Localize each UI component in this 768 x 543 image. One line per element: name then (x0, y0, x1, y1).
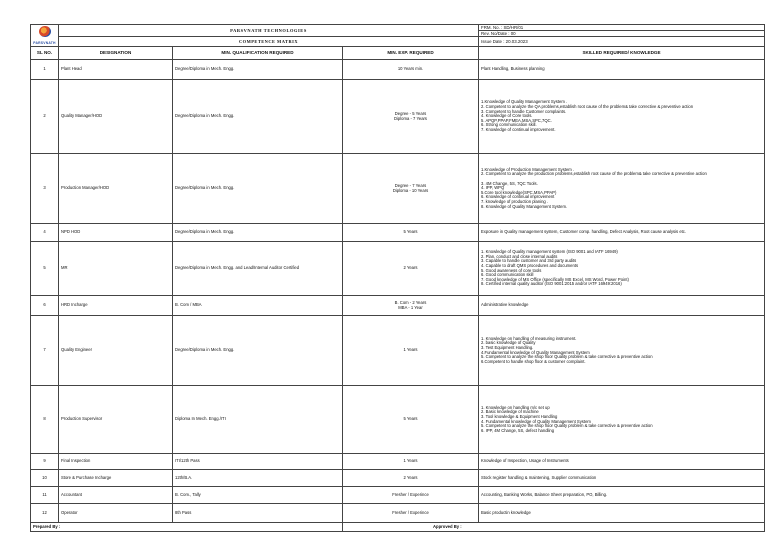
row-sl-no: 10 (31, 470, 59, 487)
skill-line: 1. Knowledge on handling of measuring instrument. (481, 335, 577, 341)
skill-line: 5. Competent to analyze the shop floor Quality problem & take corrective & preventive action (481, 354, 653, 360)
skill-line: 1.Knowledge of Quality Management System . (481, 99, 568, 105)
company-name: PARSVNATH TECHNOLOGIES (59, 25, 479, 37)
row-designation: Accountant (59, 487, 173, 504)
skill-line: 6. IPP, 4M Change, 5S, defect handling (481, 427, 555, 433)
row-experience (343, 470, 479, 487)
skill-line: 6.Competent to handle shop floor & customer complaint. (481, 358, 586, 364)
skill-line: 5. APQP,PPAP,FMEA,MSA,SPC,7QC. (481, 117, 552, 123)
doc-issue-date: Issue Date : 20.03.2023 (479, 37, 765, 47)
skill-line: 8. Certified internal quality auditor (ISO 9001:2015 and/or IATF 16949:2016) (481, 281, 622, 287)
skill-line: 2. basic knowledge of Quality (481, 340, 536, 346)
row-qualification: B. Com / MBA (173, 296, 343, 316)
skill-line: 1. Knowledge of Quality management system (ISO 9001 and IATF 16949) (481, 249, 618, 255)
experience-line: Fresher / Experince (392, 509, 429, 515)
logo-text: PARSVNATH (33, 40, 56, 45)
skill-line: Exposure in Quality management system, Customer comp. handling, Defect Analysis, Root cause analysis etc. (481, 229, 687, 235)
experience-line: Degree - 7 Years (394, 182, 427, 188)
skill-line: 7. Good knowledge of MS Office (specifically MS Excel, MS Word, Power Point) (481, 276, 629, 282)
skill-line: 2. Competent to analyze the production problems,establish root cause of the problem& take corrective & preventive action (481, 171, 707, 177)
experience-line: 2 Years (403, 474, 418, 480)
row-qualification: Diploma In Mech. Engg./ITI (173, 386, 343, 454)
table-row (31, 296, 765, 316)
experience-line: 5 Years (403, 229, 418, 235)
skill-line: 7. Knowledge of continual improvement. (481, 126, 556, 132)
experience-line: Diploma - 7 Years (393, 115, 428, 121)
row-sl-no: 12 (31, 504, 59, 523)
table-row (31, 154, 765, 224)
row-experience (343, 316, 479, 386)
row-experience (343, 154, 479, 224)
experience-line: 10 Years min. (397, 66, 424, 72)
skill-line: 2. Plan, conduct and close internal audits (481, 253, 558, 259)
table-body (31, 60, 765, 523)
company-logo (31, 25, 59, 47)
doc-form-number: FRM. No. : SD/HR/01 (479, 25, 765, 31)
skill-line: 4.Fundamental knowledge of Quality Management System (481, 349, 590, 355)
logo-swirl-icon (33, 26, 57, 40)
row-experience (343, 296, 479, 316)
row-designation: Production Supervisor (59, 386, 173, 454)
experience-line: 1 Years (403, 458, 418, 464)
competence-matrix-table (30, 24, 765, 532)
row-sl-no: 2 (31, 80, 59, 154)
experience-line: 1 Years (403, 347, 418, 353)
experience-line: MBA - 1 Year (398, 304, 423, 310)
skill-line: Plant Handling, Business planning (481, 66, 545, 72)
experience-line: Diploma - 10 Years (392, 187, 429, 193)
row-sl-no: 7 (31, 316, 59, 386)
row-skills (479, 60, 765, 80)
row-designation: MR (59, 242, 173, 296)
column-header-qualification: MIN. QUALIFICATION REQUIRED (173, 47, 343, 60)
experience-line: B. Com - 2 Years (394, 299, 427, 305)
table-row (31, 454, 765, 470)
experience-line: 2 Years (403, 265, 418, 271)
row-experience (343, 80, 479, 154)
skill-line: 4. Fundamental knowledge of Quality Management System (481, 418, 591, 424)
table-row (31, 80, 765, 154)
skill-line: 5. Competent to analyze the shop floor Quality problem & take corrective & preventive action (481, 423, 653, 429)
row-designation: NPD HOD (59, 224, 173, 242)
row-experience (343, 386, 479, 454)
skill-line: 2. Basic knowledge of machine (481, 409, 539, 415)
row-designation: Store & Purchase Incharge (59, 470, 173, 487)
skill-line: 4. Knowledge of Core tools. (481, 113, 533, 119)
skill-line: 3. Tool knowledge & Equipment Handling (481, 413, 558, 419)
row-sl-no: 9 (31, 454, 59, 470)
row-skills (479, 80, 765, 154)
row-skills (479, 296, 765, 316)
table-row (31, 386, 765, 454)
row-designation: HRD Incharge (59, 296, 173, 316)
row-qualification: 12th/B.A. (173, 470, 343, 487)
row-designation: Quality Manager/HOD (59, 80, 173, 154)
row-qualification: B. Com., Tally (173, 487, 343, 504)
document-title: COMPETENCE MATRIX (59, 37, 479, 47)
row-skills (479, 316, 765, 386)
row-qualification: 8th Pass (173, 504, 343, 523)
row-designation: Quality Engineer (59, 316, 173, 386)
skill-line: 3. Capable to handle customer and 3rd party audits (481, 258, 577, 264)
column-header-sl-no: SL NO. (31, 47, 59, 60)
row-skills (479, 224, 765, 242)
row-experience (343, 504, 479, 523)
skill-line: 4. Capable to draft QMS procedures and documents (481, 262, 579, 268)
row-experience (343, 60, 479, 80)
table-row (31, 60, 765, 80)
column-header-experience: MIN. EXP. REQUIRED (343, 47, 479, 60)
row-designation: Operator (59, 504, 173, 523)
skill-line: 7. knowledge of production planing . (481, 198, 549, 204)
skill-line: 2. Competent to analyze the QA problems,establish root cause of the problem& take corrective & preventive action (481, 104, 694, 110)
row-skills (479, 154, 765, 224)
skill-line: Stock register handling & maintening, Supplier communication (481, 474, 597, 480)
skill-line: 1. Knowledge on handling m/c set up (481, 404, 550, 410)
column-header-skills: SKILLED REQUIRED/ KNOWLEDGE (479, 47, 765, 60)
experience-line: Degree - 5 Years (394, 110, 427, 116)
row-qualification: ITI/12th Pass (173, 454, 343, 470)
skill-line: 5. Good awareness of core tools (481, 267, 542, 273)
table-row (31, 224, 765, 242)
row-skills (479, 386, 765, 454)
table-row (31, 504, 765, 523)
row-qualification: Degree/Diploma in Mech. Engg. (173, 224, 343, 242)
row-sl-no: 8 (31, 386, 59, 454)
row-skills (479, 454, 765, 470)
row-sl-no: 1 (31, 60, 59, 80)
doc-revision: Rev. No/Date : 00 (479, 31, 765, 37)
row-sl-no: 5 (31, 242, 59, 296)
row-skills (479, 487, 765, 504)
experience-line: 5 Years (403, 416, 418, 422)
approved-by-label: Approved By : (343, 523, 765, 532)
skill-line: 5.Core tool knowledge(SPC,MSA,PPAP) (481, 189, 557, 195)
row-qualification: Degree/Diploma in Mech. Engg. (173, 60, 343, 80)
row-sl-no: 4 (31, 224, 59, 242)
row-skills (479, 470, 765, 487)
skill-line: Administrative knowledge (481, 302, 529, 308)
skill-line: 4. IPP, WPQ (481, 185, 505, 191)
skill-line: Accounting, Banking Works, Balance Sheet preparation, PO, Billing. (481, 491, 608, 497)
skill-line: 6. Knowledge of continual improvement (481, 194, 555, 200)
experience-line: Fresher / Experince (392, 491, 429, 497)
row-qualification: Degree/Diploma in Mech. Engg. and Lead/Internal Auditor Certified (173, 242, 343, 296)
skill-line: 8. Knowledge of Quality Management System. (481, 203, 568, 209)
row-qualification: Degree/Diploma in Mech. Engg. (173, 80, 343, 154)
row-skills (479, 504, 765, 523)
skill-line: 6. Strong communication skill. (481, 122, 537, 128)
row-experience (343, 224, 479, 242)
skill-line: 3. Competent to handle Customer complaints. (481, 108, 567, 114)
table-row (31, 242, 765, 296)
skill-line: Knowledge of Inspection, Usage of Instruments (481, 458, 569, 464)
skill-line: 6. Good communication skill (481, 272, 534, 278)
row-experience (343, 487, 479, 504)
row-qualification: Degree/Diploma in Mech. Engg. (173, 154, 343, 224)
row-qualification: Degree/Diploma in Mech. Engg. (173, 316, 343, 386)
row-designation: Plant Head (59, 60, 173, 80)
table-row (31, 470, 765, 487)
row-experience (343, 454, 479, 470)
competence-matrix-sheet (30, 24, 764, 532)
prepared-by-label: Prepared By : (31, 523, 343, 532)
skill-line: 3. 4M Change, 5S, 7QC Tools. (481, 180, 538, 186)
table-row (31, 487, 765, 504)
row-sl-no: 11 (31, 487, 59, 504)
row-skills (479, 242, 765, 296)
row-sl-no: 3 (31, 154, 59, 224)
row-sl-no: 6 (31, 296, 59, 316)
column-header-designation: DESIGNATION (59, 47, 173, 60)
row-designation: Production Manager/HOD (59, 154, 173, 224)
table-row (31, 316, 765, 386)
skill-line: Basic productin knowledge (481, 509, 531, 515)
skill-line: 1.Knowledge of Production Management System . (481, 166, 575, 172)
row-experience (343, 242, 479, 296)
skill-line: 3. Test Equipment Handling. (481, 344, 534, 350)
row-designation: Final Inspection (59, 454, 173, 470)
